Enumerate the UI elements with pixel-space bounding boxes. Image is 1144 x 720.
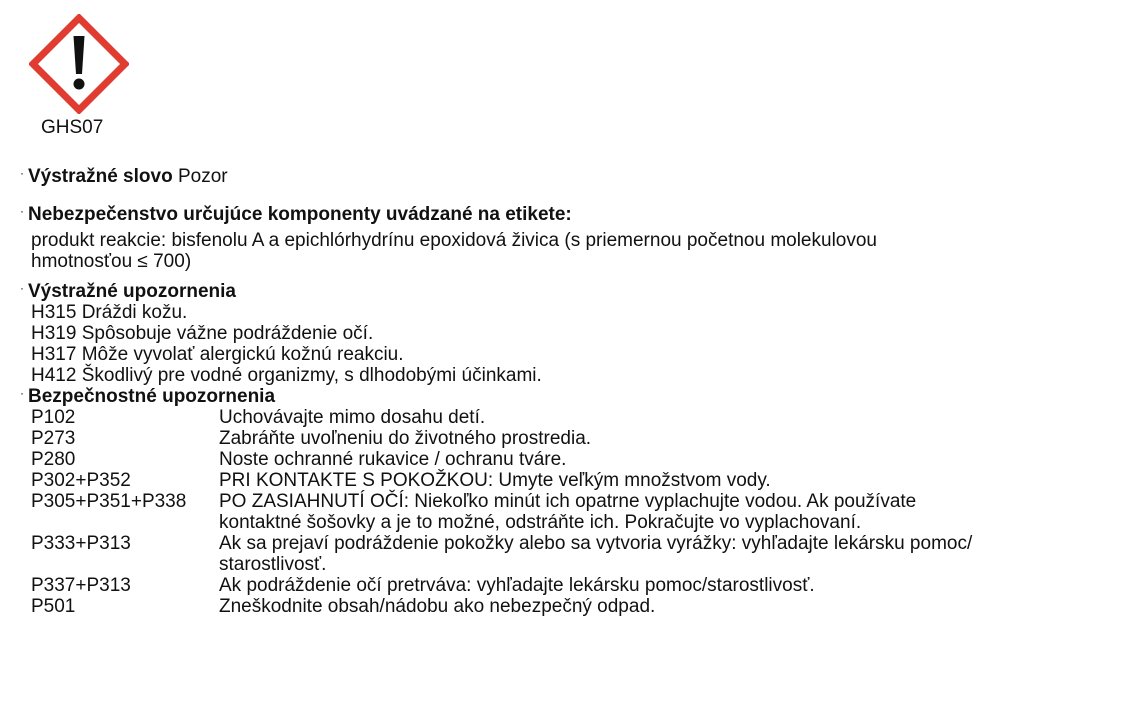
precaution-text: Noste ochranné rukavice / ochranu tváre. xyxy=(219,449,567,470)
hazard-statement: H319 Spôsobuje vážne podráždenie očí. xyxy=(31,323,374,344)
precaution-text: Zneškodnite obsah/nádobu ako nebezpečný odpad. xyxy=(219,596,656,617)
ghs07-pictogram xyxy=(29,14,129,114)
bullet: · xyxy=(20,166,24,180)
precaution-text: Zabráňte uvoľneniu do životného prostredia. xyxy=(219,428,592,449)
precaution-code: P501 xyxy=(31,596,76,617)
precautionary-statements-heading: Bezpečnostné upozornenia xyxy=(28,386,276,407)
precautionary-statements-heading-row xyxy=(20,387,275,408)
hazard-statement: H315 Dráždi kožu. xyxy=(31,302,188,323)
bullet: · xyxy=(20,204,24,218)
signal-word-row xyxy=(20,167,228,188)
precaution-code: P333+P313 xyxy=(31,533,131,554)
precaution-text: Uchovávajte mimo dosahu detí. xyxy=(219,407,486,428)
ghs-code-label: GHS07 xyxy=(41,117,104,138)
precaution-text: Ak podráždenie očí pretrváva: vyhľadajte lekársku pomoc/starostlivosť. xyxy=(219,575,815,596)
precaution-code: P102 xyxy=(31,407,76,428)
hazard-statements-heading: Výstražné upozornenia xyxy=(28,281,236,302)
hazard-components-line: hmotnosťou ≤ 700) xyxy=(31,251,192,272)
precaution-text: PRI KONTAKTE S POKOŽKOU: Umyte veľkým množstvom vody. xyxy=(219,470,771,491)
exclamation-mark-icon xyxy=(29,14,129,114)
bullet: · xyxy=(20,386,24,400)
hazard-statements-heading-row xyxy=(20,282,236,303)
precaution-code: P302+P352 xyxy=(31,470,131,491)
precaution-code: P305+P351+P338 xyxy=(31,491,187,512)
precaution-text-continuation: starostlivosť. xyxy=(219,554,327,575)
precaution-text: PO ZASIAHNUTÍ OČÍ: Niekoľko minút ich opatrne vyplachujte vodou. Ak používate xyxy=(219,491,917,512)
signal-word-label: Výstražné slovo xyxy=(28,166,173,187)
hazard-components-heading-row xyxy=(20,205,572,226)
bullet: · xyxy=(20,281,24,295)
hazard-statement: H412 Škodlivý pre vodné organizmy, s dlhodobými účinkami. xyxy=(31,365,542,386)
hazard-components-line: produkt reakcie: bisfenolu A a epichlórhydrínu epoxidová živica (s priemernou početnou molekulovou xyxy=(31,230,877,251)
precaution-code: P273 xyxy=(31,428,76,449)
precaution-code: P337+P313 xyxy=(31,575,131,596)
hazard-components-heading: Nebezpečenstvo určujúce komponenty uvádzané na etikete: xyxy=(28,204,572,225)
precaution-text-continuation: kontaktné šošovky a je to možné, odstráňte ich. Pokračujte vo vyplachovaní. xyxy=(219,512,862,533)
precaution-text: Ak sa prejaví podráždenie pokožky alebo sa vytvoria vyrážky: vyhľadajte lekársku pomoc/ xyxy=(219,533,973,554)
hazard-statement: H317 Môže vyvolať alergickú kožnú reakciu. xyxy=(31,344,404,365)
precaution-code: P280 xyxy=(31,449,76,470)
signal-word-value: Pozor xyxy=(177,166,228,187)
